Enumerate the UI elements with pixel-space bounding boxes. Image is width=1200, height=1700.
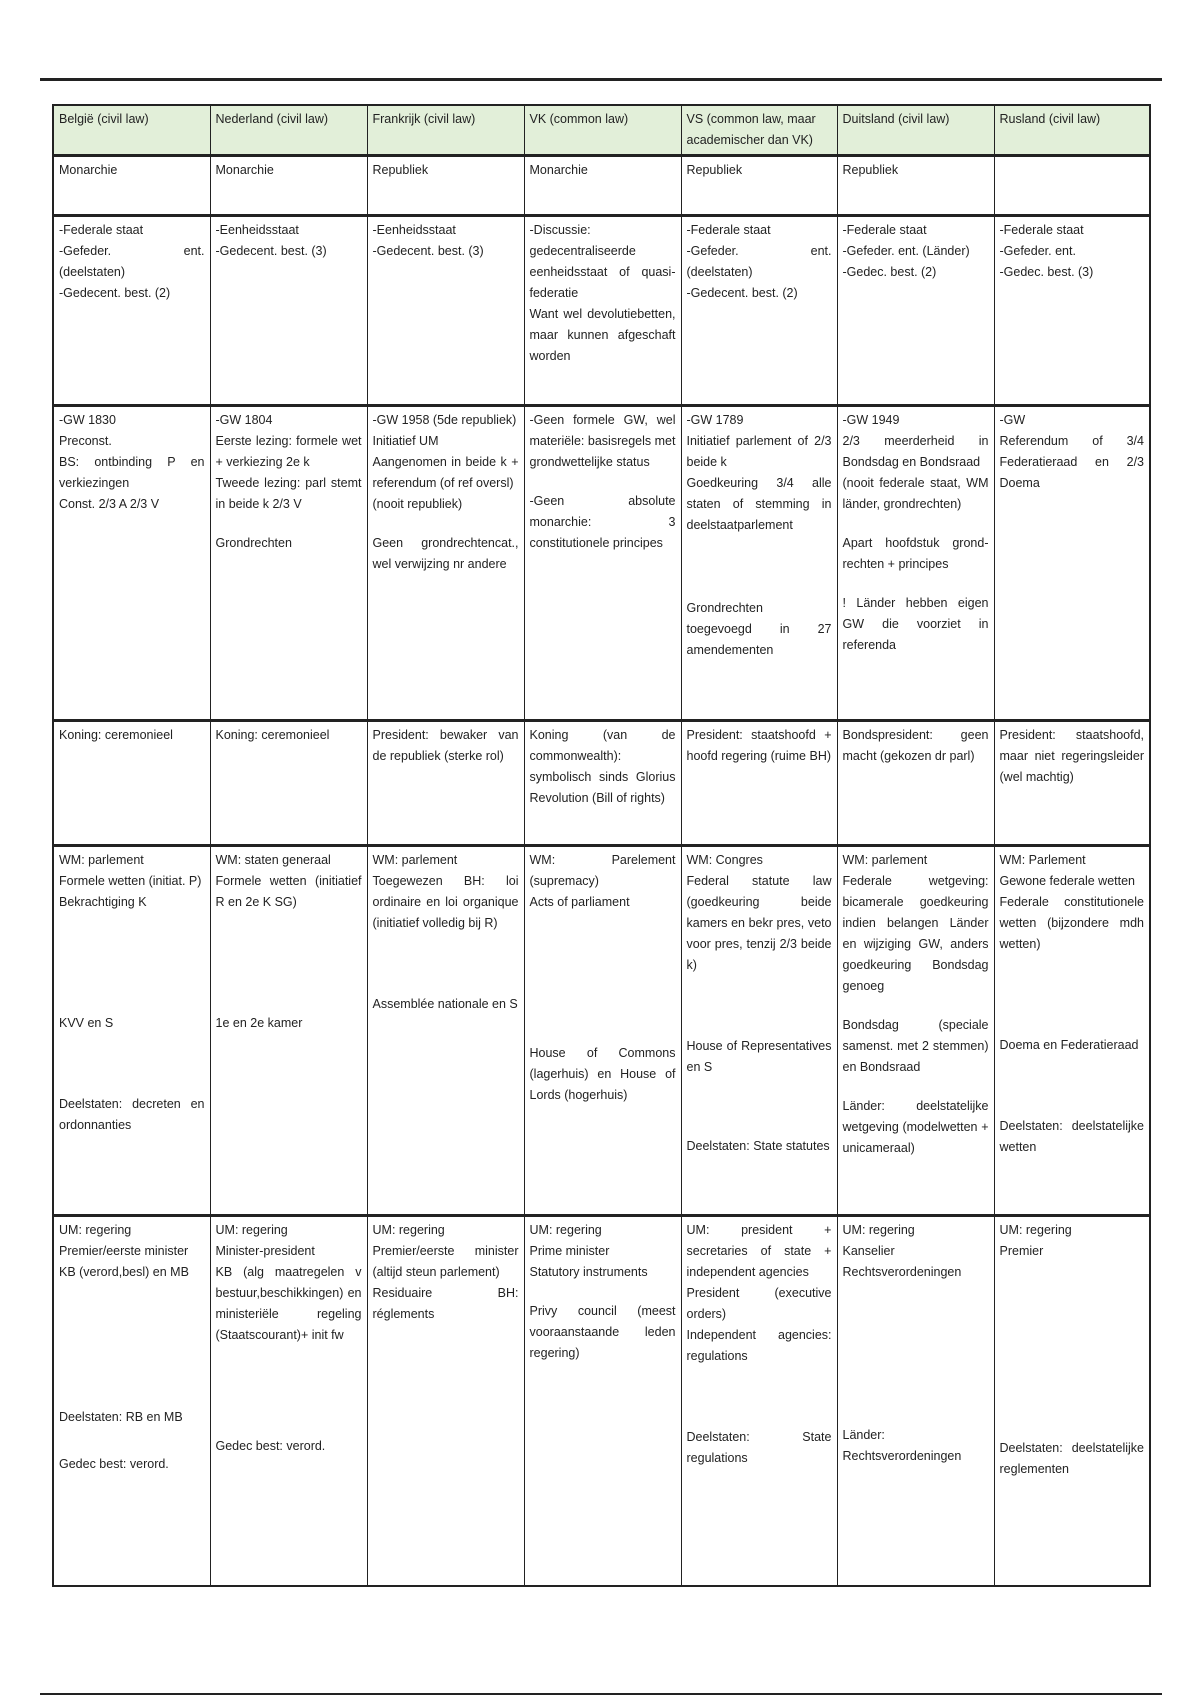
cell-text-block: Republiek <box>842 163 899 177</box>
header-row <box>53 105 1150 156</box>
table-cell <box>524 846 681 1216</box>
table-row <box>53 216 1150 406</box>
table-cell <box>994 846 1150 1216</box>
table-cell <box>53 721 210 846</box>
cell-text-block: -Federale staat -Gefeder. ent. (deelstaten) -Gedecent. best. (2) <box>59 223 205 300</box>
table-cell <box>367 721 524 846</box>
table-cell <box>53 846 210 1216</box>
table-cell <box>837 846 994 1216</box>
table-cell <box>837 406 994 721</box>
cell-text-block: -GW 1804 Eerste lezing: formele wet + verkiezing 2e k Tweede lezing: parl stemt in beide k 2/3 V <box>215 413 362 511</box>
table-cell <box>524 406 681 721</box>
table-cell <box>53 216 210 406</box>
table-cell <box>994 406 1150 721</box>
table-cell <box>994 721 1150 846</box>
header-cell: Nederland (civil law) <box>210 105 367 156</box>
cell-text-block: Monarchie <box>59 163 118 177</box>
table-row <box>53 156 1150 216</box>
cell-text-block: 1e en 2e kamer <box>215 1016 303 1030</box>
cell-text-block: -Federale staat -Gefeder. ent. -Gedec. best. (3) <box>999 223 1094 279</box>
cell-text-block: Grondrechten toegevoegd in 27 amendementen <box>686 601 832 657</box>
cell-text-block: WM: parlement Toegewezen BH: loi ordinaire en loi organique (initiatief volledig bij R) <box>372 853 519 930</box>
table-row <box>53 846 1150 1216</box>
cell-text-block: Länder: deelstatelijke wetgeving (modelwetten + unicameraal) <box>842 1099 989 1155</box>
cell-text-block: -GW 1958 (5de republiek) Initiatief UM Aangenomen in beide k + referendum (of ref oversl) (nooit republiek) <box>372 413 519 511</box>
table-cell <box>994 216 1150 406</box>
table-cell <box>837 1216 994 1586</box>
cell-text-block: Deelstaten: RB en MB <box>59 1410 183 1424</box>
table-cell <box>994 156 1150 216</box>
table-cell <box>524 1216 681 1586</box>
cell-text-block: -GW 1830 Preconst. BS: ontbinding P en verkiezingen Const. 2/3 A 2/3 V <box>59 413 205 511</box>
header-cell: België (civil law) <box>53 105 210 156</box>
cell-text-block: Privy council (meest vooraanstaande leden regering) <box>529 1304 676 1360</box>
cell-text-block: -Federale staat -Gefeder. ent. (deelstaten) -Gedecent. best. (2) <box>686 223 832 300</box>
table-row <box>53 721 1150 846</box>
cell-text-block: Republiek <box>372 163 429 177</box>
cell-text-block: Doema en Federatieraad <box>999 1038 1139 1052</box>
cell-text-block: Bondspresident: geen macht (gekozen dr parl) <box>842 728 989 763</box>
cell-text-block: Koning (van de commonwealth): symbolisch sinds Glorius Revolution (Bill of rights) <box>529 728 676 805</box>
table-cell <box>524 721 681 846</box>
cell-text-block: Deelstaten: State regulations <box>686 1430 832 1465</box>
cell-text-block: Assemblée nationale en S <box>372 997 518 1011</box>
cell-text-block: UM: president + secretaries of state + independent agencies President (executive orders) Independent agencies: regulations <box>686 1223 832 1363</box>
cell-text-block: -GW Referendum of 3/4 Federatieraad en 2/3 Doema <box>999 413 1144 490</box>
table-cell <box>994 1216 1150 1586</box>
table-cell <box>681 216 837 406</box>
cell-text-block: KVV en S <box>59 1016 114 1030</box>
bottom-rule <box>40 1693 1162 1695</box>
header-cell: VK (common law) <box>524 105 681 156</box>
cell-text-block: WM: Congres Federal statute law (goedkeuring beide kamers en bekr pres, veto voor pres, tenzij 2/3 beide k) <box>686 853 832 972</box>
cell-text-block: UM: regering Kanselier Rechtsverordeningen <box>842 1223 962 1279</box>
table-cell <box>837 156 994 216</box>
table-cell <box>367 1216 524 1586</box>
cell-text-block: House of Commons (lagerhuis) en House of Lords (hogerhuis) <box>529 1046 676 1102</box>
table-cell <box>837 721 994 846</box>
cell-text-block: Deelstaten: State statutes <box>686 1139 830 1153</box>
top-rule <box>40 78 1162 81</box>
comparison-table <box>52 104 1151 1587</box>
cell-text-block: Deelstaten: deelstatelijke wetten <box>999 1119 1144 1154</box>
cell-text-block: UM: regering Minister-president KB (alg maatregelen v bestuur,beschikkingen) en ministeriële regeling (Staatscourant)+ init fw <box>215 1223 362 1342</box>
table-cell <box>210 1216 367 1586</box>
cell-text-block: -Discussie: gedecentraliseerde eenheidsstaat of quasi-federatie Want wel devolutiebetten, maar kunnen afgeschaft worden <box>529 223 676 363</box>
cell-text-block: President: staatshoofd + hoofd regering (ruime BH) <box>686 728 832 763</box>
cell-text-block: UM: regering Prime minister Statutory instruments <box>529 1223 648 1279</box>
table-cell <box>681 156 837 216</box>
cell-text-block: Republiek <box>686 163 743 177</box>
cell-text-block: Koning: ceremonieel <box>59 728 173 742</box>
table-cell <box>367 406 524 721</box>
table-cell <box>53 156 210 216</box>
cell-text-block: -Eenheidsstaat -Gedecent. best. (3) <box>372 223 484 258</box>
header-cell: VS (common law, maar academischer dan VK) <box>681 105 837 156</box>
table-cell <box>367 846 524 1216</box>
cell-text-block: Gedec best: verord. <box>215 1439 326 1453</box>
table-row <box>53 1216 1150 1586</box>
cell-text-block: Geen grondrechtencat., wel verwijzing nr andere <box>372 536 519 571</box>
table-row <box>53 406 1150 721</box>
header-cell: Duitsland (civil law) <box>837 105 994 156</box>
cell-text-block: ! Länder hebben eigen GW die voorziet in referenda <box>842 596 989 652</box>
cell-text-block: UM: regering Premier/eerste minister (altijd steun parlement) Residuaire BH: réglements <box>372 1223 519 1321</box>
cell-text-block: WM: parlement Formele wetten (initiat. P) Bekrachtiging K <box>59 853 202 909</box>
cell-text-block: -GW 1949 2/3 meerderheid in Bondsdag en Bondsraad (nooit federale staat, WM länder, grondrechten) <box>842 413 989 511</box>
cell-text-block: WM: staten generaal Formele wetten (initiatief R en 2e K SG) <box>215 853 362 909</box>
cell-text-block: WM: Parelement (supremacy) Acts of parliament <box>529 853 676 909</box>
cell-text-block: -Geen formele GW, wel materiële: basisregels met grondwettelijke status <box>529 413 676 469</box>
cell-text-block: House of Representatives en S <box>686 1039 832 1074</box>
table-cell <box>210 156 367 216</box>
cell-text-block: -Eenheidsstaat -Gedecent. best. (3) <box>215 223 327 258</box>
cell-text-block: Apart hoofdstuk grond-rechten + principes <box>842 536 989 571</box>
table-cell <box>681 1216 837 1586</box>
cell-text-block: Länder: Rechtsverordeningen <box>842 1428 962 1463</box>
cell-text-block: President: bewaker van de republiek (sterke rol) <box>372 728 519 763</box>
table-cell <box>524 216 681 406</box>
table-cell <box>210 721 367 846</box>
header-cell: Rusland (civil law) <box>994 105 1150 156</box>
cell-text-block: Monarchie <box>529 163 588 177</box>
cell-text-block: President: staatshoofd, maar niet regeringsleider (wel machtig) <box>999 728 1144 784</box>
table-cell <box>524 156 681 216</box>
table-cell <box>681 846 837 1216</box>
table-cell <box>53 1216 210 1586</box>
table-cell <box>367 156 524 216</box>
cell-text-block: -Geen absolute monarchie: 3 constitutionele principes <box>529 494 676 550</box>
table-cell <box>367 216 524 406</box>
cell-text-block: UM: regering Premier/eerste minister KB (verord,besl) en MB <box>59 1223 189 1279</box>
cell-text-block: UM: regering Premier <box>999 1223 1072 1258</box>
table-cell <box>837 216 994 406</box>
table-cell <box>681 406 837 721</box>
table-cell <box>210 406 367 721</box>
cell-text-block: Bondsdag (speciale samenst. met 2 stemmen) en Bondsraad <box>842 1018 989 1074</box>
cell-text-block: Deelstaten: deelstatelijke reglementen <box>999 1441 1144 1476</box>
cell-text-block: -Federale staat -Gefeder. ent. (Länder) -Gedec. best. (2) <box>842 223 970 279</box>
cell-text-block: WM: Parlement Gewone federale wetten Federale constitutionele wetten (bijzondere mdh wetten) <box>999 853 1144 951</box>
cell-text-block: -GW 1789 Initiatief parlement of 2/3 beide k Goedkeuring 3/4 alle staten of stemming in deelstaatparlement <box>686 413 832 532</box>
cell-text-block: Monarchie <box>215 163 274 177</box>
cell-text-block: Deelstaten: decreten en ordonnanties <box>59 1097 205 1132</box>
header-cell: Frankrijk (civil law) <box>367 105 524 156</box>
cell-text-block: Grondrechten <box>215 536 292 550</box>
table-cell <box>53 406 210 721</box>
cell-text-block: WM: parlement Federale wetgeving: bicamerale goedkeuring indien belangen Länder en wijziging GW, anders goedkeuring Bondsdag genoeg <box>842 853 989 993</box>
cell-text-block: Gedec best: verord. <box>59 1457 169 1471</box>
table-cell <box>210 216 367 406</box>
table-cell <box>681 721 837 846</box>
cell-text-block: Koning: ceremonieel <box>215 728 330 742</box>
table-cell <box>210 846 367 1216</box>
